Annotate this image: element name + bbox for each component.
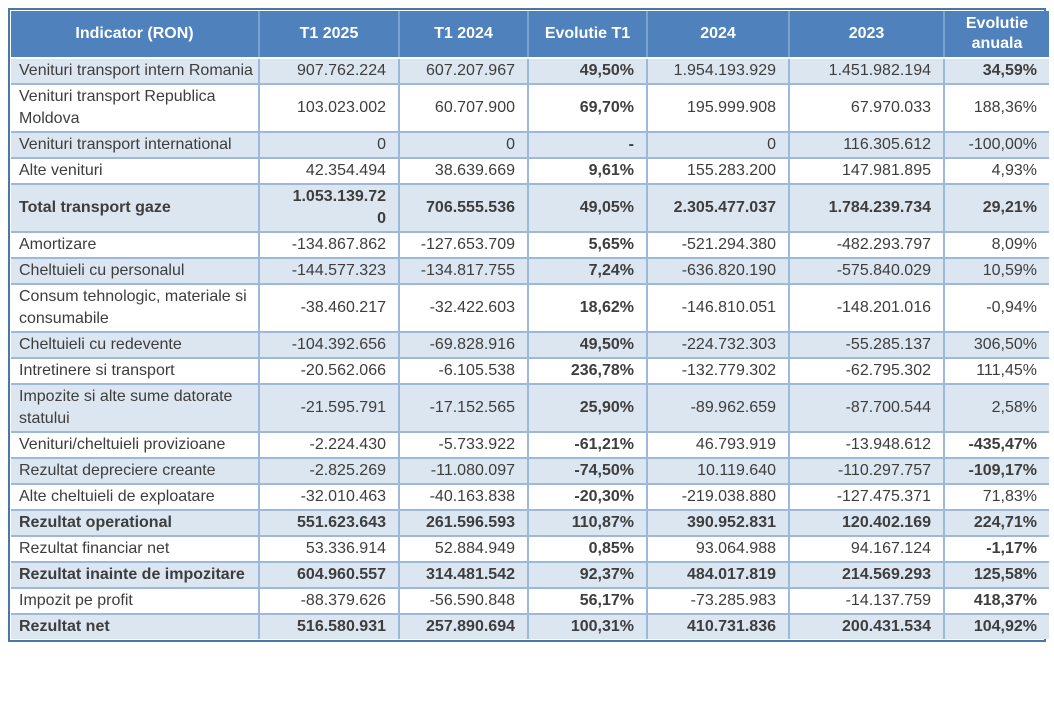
cell-2023: 120.402.169 — [789, 510, 944, 536]
cell-indicator: Venituri/cheltuieli provizioane — [11, 432, 259, 458]
cell-evolutie-t1: 49,50% — [528, 332, 647, 358]
table-row — [11, 562, 1049, 588]
table-row — [11, 510, 1049, 536]
cell-t1-2024: 314.481.542 — [399, 562, 528, 588]
column-header-t1-2025: T1 2025 — [259, 11, 399, 58]
cell-2023: -482.293.797 — [789, 232, 944, 258]
cell-evolutie-t1: 92,37% — [528, 562, 647, 588]
cell-indicator: Amortizare — [11, 232, 259, 258]
cell-t1-2024: -134.817.755 — [399, 258, 528, 284]
cell-t1-2024: -127.653.709 — [399, 232, 528, 258]
cell-2023: -87.700.544 — [789, 384, 944, 432]
cell-t1-2025 — [259, 184, 399, 232]
table-row — [11, 588, 1049, 614]
cell-2023: 94.167.124 — [789, 536, 944, 562]
cell-evolutie-anuala: -109,17% — [944, 458, 1049, 484]
cell-t1-2024: 0 — [399, 132, 528, 158]
cell-evolutie-anuala: -1,17% — [944, 536, 1049, 562]
cell-2023: -62.795.302 — [789, 358, 944, 384]
table-row — [11, 384, 1049, 432]
cell-t1-2024: 607.207.967 — [399, 58, 528, 84]
table-row — [11, 332, 1049, 358]
cell-t1-2024: -11.080.097 — [399, 458, 528, 484]
cell-evolutie-t1: 49,05% — [528, 184, 647, 232]
cell-2024: 484.017.819 — [647, 562, 789, 588]
cell-evolutie-anuala: 306,50% — [944, 332, 1049, 358]
cell-t1-2024: -5.733.922 — [399, 432, 528, 458]
cell-2023: 116.305.612 — [789, 132, 944, 158]
cell-evolutie-anuala: -100,00% — [944, 132, 1049, 158]
cell-2024: 46.793.919 — [647, 432, 789, 458]
table-row — [11, 536, 1049, 562]
cell-evolutie-anuala: 125,58% — [944, 562, 1049, 588]
cell-indicator: Rezultat financiar net — [11, 536, 259, 562]
cell-indicator: Venituri transport Republica Moldova — [11, 84, 259, 132]
cell-2023: -127.475.371 — [789, 484, 944, 510]
cell-2023: 1.451.982.194 — [789, 58, 944, 84]
cell-t1-2025: 604.960.557 — [259, 562, 399, 588]
column-header-indicator: Indicator (RON) — [11, 11, 259, 58]
table-row — [11, 432, 1049, 458]
cell-2023: -14.137.759 — [789, 588, 944, 614]
cell-2023: 67.970.033 — [789, 84, 944, 132]
cell-evolutie-t1: 5,65% — [528, 232, 647, 258]
column-header-2023: 2023 — [789, 11, 944, 58]
cell-indicator: Impozit pe profit — [11, 588, 259, 614]
cell-2024: 1.954.193.929 — [647, 58, 789, 84]
cell-indicator: Consum tehnologic, materiale si consumabile — [11, 284, 259, 332]
column-header-evolutie-t1: Evolutie T1 — [528, 11, 647, 58]
cell-2024: 155.283.200 — [647, 158, 789, 184]
cell-2023: -148.201.016 — [789, 284, 944, 332]
cell-t1-2025: -38.460.217 — [259, 284, 399, 332]
cell-evolutie-anuala: 10,59% — [944, 258, 1049, 284]
table-row — [11, 358, 1049, 384]
cell-t1-2025: 551.623.643 — [259, 510, 399, 536]
financial-indicators-table-container — [8, 8, 1046, 642]
cell-2024: -219.038.880 — [647, 484, 789, 510]
cell-t1-2024: 257.890.694 — [399, 614, 528, 639]
cell-evolutie-anuala: 188,36% — [944, 84, 1049, 132]
cell-indicator: Rezultat inainte de impozitare — [11, 562, 259, 588]
cell-t1-2024: 60.707.900 — [399, 84, 528, 132]
cell-indicator: Alte cheltuieli de exploatare — [11, 484, 259, 510]
cell-indicator: Alte venituri — [11, 158, 259, 184]
cell-2024: -73.285.983 — [647, 588, 789, 614]
cell-t1-2025: -32.010.463 — [259, 484, 399, 510]
cell-evolutie-t1: 69,70% — [528, 84, 647, 132]
cell-t1-2025: -88.379.626 — [259, 588, 399, 614]
cell-evolutie-t1: -61,21% — [528, 432, 647, 458]
cell-evolutie-t1: 56,17% — [528, 588, 647, 614]
cell-2023: -13.948.612 — [789, 432, 944, 458]
cell-2023: 200.431.534 — [789, 614, 944, 639]
cell-2023: 214.569.293 — [789, 562, 944, 588]
cell-2024: 2.305.477.037 — [647, 184, 789, 232]
table-row — [11, 184, 1049, 232]
cell-2024: 390.952.831 — [647, 510, 789, 536]
table-row — [11, 158, 1049, 184]
cell-2024: 10.119.640 — [647, 458, 789, 484]
table-row — [11, 458, 1049, 484]
cell-2023: -110.297.757 — [789, 458, 944, 484]
cell-2023: 1.784.239.734 — [789, 184, 944, 232]
cell-t1-2024: -6.105.538 — [399, 358, 528, 384]
cell-t1-2024: -56.590.848 — [399, 588, 528, 614]
cell-t1-2025: -20.562.066 — [259, 358, 399, 384]
cell-t1-2025: 42.354.494 — [259, 158, 399, 184]
cell-evolutie-anuala: 4,93% — [944, 158, 1049, 184]
cell-t1-2025: -2.224.430 — [259, 432, 399, 458]
cell-evolutie-t1: 236,78% — [528, 358, 647, 384]
cell-2024: 93.064.988 — [647, 536, 789, 562]
cell-indicator: Venituri transport intern Romania — [11, 58, 259, 84]
cell-t1-2024: -69.828.916 — [399, 332, 528, 358]
cell-evolutie-t1: 0,85% — [528, 536, 647, 562]
cell-2024: 0 — [647, 132, 789, 158]
cell-indicator: Intretinere si transport — [11, 358, 259, 384]
cell-evolutie-t1: 100,31% — [528, 614, 647, 639]
cell-evolutie-t1: -74,50% — [528, 458, 647, 484]
cell-evolutie-anuala: 224,71% — [944, 510, 1049, 536]
cell-t1-2024: -32.422.603 — [399, 284, 528, 332]
cell-t1-2024: -17.152.565 — [399, 384, 528, 432]
cell-2024: 195.999.908 — [647, 84, 789, 132]
cell-2023: -55.285.137 — [789, 332, 944, 358]
cell-evolutie-anuala: 104,92% — [944, 614, 1049, 639]
column-header-evolutie-anuala: Evolutie anuala — [944, 11, 1049, 58]
cell-evolutie-anuala: 71,83% — [944, 484, 1049, 510]
table-row — [11, 132, 1049, 158]
cell-t1-2025: -144.577.323 — [259, 258, 399, 284]
cell-2023: 147.981.895 — [789, 158, 944, 184]
cell-2023: -575.840.029 — [789, 258, 944, 284]
cell-evolutie-anuala: 8,09% — [944, 232, 1049, 258]
cell-2024: -132.779.302 — [647, 358, 789, 384]
cell-evolutie-t1: 25,90% — [528, 384, 647, 432]
cell-indicator: Total transport gaze — [11, 184, 259, 232]
cell-indicator: Impozite si alte sume datorate statului — [11, 384, 259, 432]
cell-evolutie-t1: 7,24% — [528, 258, 647, 284]
cell-indicator: Rezultat net — [11, 614, 259, 639]
column-header-2024: 2024 — [647, 11, 789, 58]
cell-t1-2025: -134.867.862 — [259, 232, 399, 258]
cell-evolutie-anuala: -435,47% — [944, 432, 1049, 458]
cell-2024: -521.294.380 — [647, 232, 789, 258]
table-row — [11, 84, 1049, 132]
cell-2024: -89.962.659 — [647, 384, 789, 432]
cell-indicator: Venituri transport international — [11, 132, 259, 158]
cell-indicator: Cheltuieli cu personalul — [11, 258, 259, 284]
cell-2024: -146.810.051 — [647, 284, 789, 332]
cell-t1-2025: -21.595.791 — [259, 384, 399, 432]
table-row — [11, 484, 1049, 510]
wrapped-number: 1.053.139.720 — [292, 188, 386, 227]
cell-evolutie-anuala: 34,59% — [944, 58, 1049, 84]
table-row — [11, 614, 1049, 639]
cell-evolutie-t1: 110,87% — [528, 510, 647, 536]
cell-evolutie-t1: - — [528, 132, 647, 158]
cell-evolutie-anuala: -0,94% — [944, 284, 1049, 332]
cell-2024: -636.820.190 — [647, 258, 789, 284]
cell-t1-2025: -2.825.269 — [259, 458, 399, 484]
cell-indicator: Rezultat operational — [11, 510, 259, 536]
cell-t1-2025: 0 — [259, 132, 399, 158]
cell-t1-2025: -104.392.656 — [259, 332, 399, 358]
cell-evolutie-t1: 9,61% — [528, 158, 647, 184]
cell-evolutie-anuala: 418,37% — [944, 588, 1049, 614]
cell-evolutie-t1: 49,50% — [528, 58, 647, 84]
cell-t1-2025: 516.580.931 — [259, 614, 399, 639]
cell-t1-2024: 706.555.536 — [399, 184, 528, 232]
cell-evolutie-anuala: 2,58% — [944, 384, 1049, 432]
cell-evolutie-anuala: 29,21% — [944, 184, 1049, 232]
cell-t1-2025: 53.336.914 — [259, 536, 399, 562]
cell-t1-2024: -40.163.838 — [399, 484, 528, 510]
table-row — [11, 258, 1049, 284]
financial-indicators-table — [11, 11, 1049, 639]
header-row — [11, 11, 1049, 58]
cell-evolutie-anuala: 111,45% — [944, 358, 1049, 384]
table-row — [11, 58, 1049, 84]
cell-2024: 410.731.836 — [647, 614, 789, 639]
cell-t1-2024: 38.639.669 — [399, 158, 528, 184]
cell-evolutie-t1: -20,30% — [528, 484, 647, 510]
cell-t1-2025: 907.762.224 — [259, 58, 399, 84]
table-row — [11, 284, 1049, 332]
table-body — [11, 58, 1049, 639]
cell-t1-2024: 261.596.593 — [399, 510, 528, 536]
cell-t1-2025: 103.023.002 — [259, 84, 399, 132]
cell-indicator: Rezultat depreciere creante — [11, 458, 259, 484]
table-row — [11, 232, 1049, 258]
column-header-t1-2024: T1 2024 — [399, 11, 528, 58]
cell-2024: -224.732.303 — [647, 332, 789, 358]
cell-evolutie-t1: 18,62% — [528, 284, 647, 332]
cell-t1-2024: 52.884.949 — [399, 536, 528, 562]
cell-indicator: Cheltuieli cu redevente — [11, 332, 259, 358]
